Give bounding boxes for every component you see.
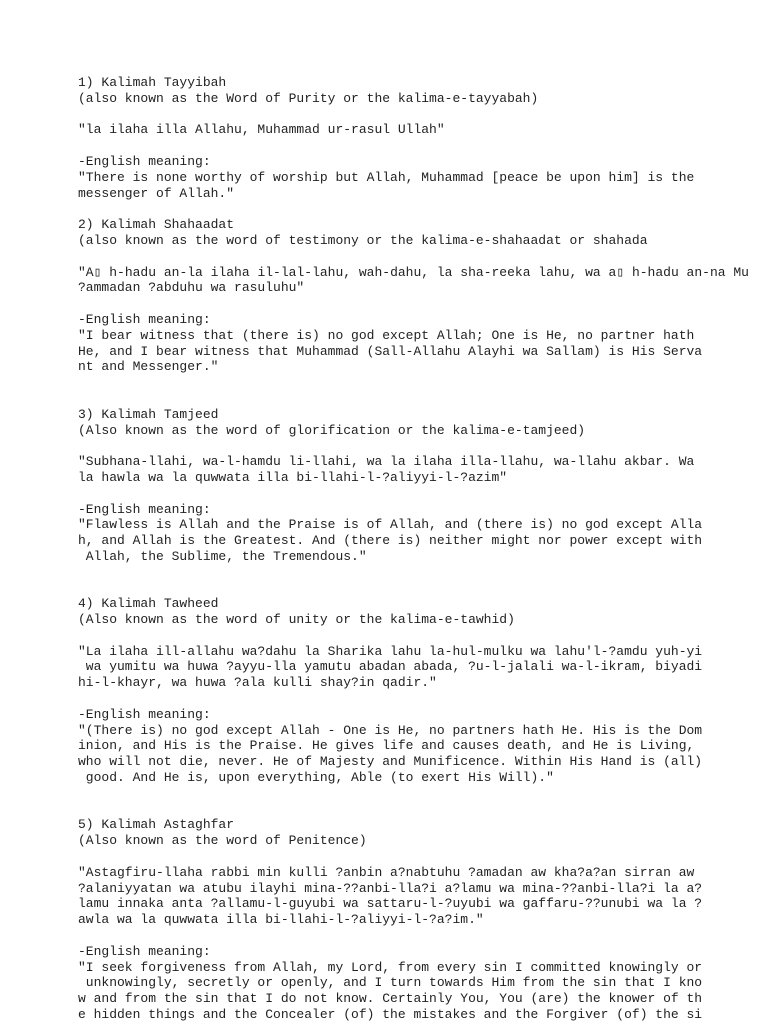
document-line: 3) Kalimah Tamjeed — [78, 406, 219, 422]
document-line: messenger of Allah." — [78, 185, 235, 201]
document-line: "la ilaha illa Allahu, Muhammad ur-rasul Ullah" — [78, 122, 445, 138]
document-line: "Astagfiru-llaha rabbi min kulli ?anbin a?nabtuhu ?amadan aw kha?a?an sirran aw — [78, 864, 695, 880]
document-line: -English meaning: — [78, 706, 211, 722]
document-line — [78, 691, 758, 707]
document-line — [78, 565, 758, 581]
document-line: (also known as the word of testimony or the kalima-e-shahaadat or shahada — [78, 232, 648, 248]
document-line: (also known as the Word of Purity or the kalima-e-tayyabah) — [78, 90, 539, 106]
document-line: w and from the sin that I do not know. Certainly You, You (are) the knower of th — [78, 991, 703, 1007]
document-line — [78, 802, 758, 818]
document-line: lamu innaka anta ?allamu-l-guyubi wa sattaru-l-?uyubi wa gaffaru-??unubi wa la ? — [78, 896, 703, 912]
document-line: unknowingly, secretly or openly, and I turn towards Him from the sin that I kno — [78, 975, 703, 991]
document-line — [78, 249, 758, 265]
document-line: "A▯ h-hadu an-la ilaha il-lal-lahu, wah-dahu, la sha-reeka lahu, wa a▯ h-hadu an-na Mu — [78, 264, 749, 280]
document-line: 2) Kalimah Shahaadat — [78, 217, 235, 233]
document-line: 1) Kalimah Tayyibah — [78, 75, 227, 90]
document-line — [78, 849, 758, 865]
document-line — [78, 628, 758, 644]
document-line: 4) Kalimah Tawheed — [78, 596, 219, 612]
document-line: He, and I bear witness that Muhammad (Sall-Allahu Alayhi wa Sallam) is His Serva — [78, 343, 703, 359]
document-line: (Also known as the word of Penitence) — [78, 833, 367, 849]
document-line: Allah, the Sublime, the Tremendous." — [78, 548, 367, 564]
document-line: -English meaning: — [78, 311, 211, 327]
document-line: (Also known as the word of glorification or the kalima-e-tamjeed) — [78, 422, 586, 438]
document-line — [78, 138, 758, 154]
document-page — [78, 75, 758, 1023]
document-line — [78, 486, 758, 502]
document-line: (Also known as the word of unity or the kalima-e-tawhid) — [78, 612, 515, 628]
document-line: ?alaniyyatan wa atubu ilayhi mina-??anbi-lla?i a?lamu wa mina-??anbi-lla?i la a? — [78, 880, 703, 896]
document-line: inion, and His is the Praise. He gives life and causes death, and He is Living, — [78, 738, 695, 754]
document-line: "(There is) no god except Allah - One is He, no partners hath He. His is the Dom — [78, 722, 703, 738]
document-line: "La ilaha ill-allahu wa?dahu la Sharika lahu la-hul-mulku wa lahu'l-?amdu yuh-yi — [78, 643, 703, 659]
document-line: good. And He is, upon everything, Able (to exert His Will)." — [78, 770, 554, 786]
document-line — [78, 928, 758, 944]
document-line: -English meaning: — [78, 943, 211, 959]
document-line: nt and Messenger." — [78, 359, 219, 375]
document-line: "There is none worthy of worship but Allah, Muhammad [peace be upon him] is the — [78, 169, 695, 185]
document-line: -English meaning: — [78, 501, 211, 517]
document-line — [78, 107, 758, 123]
document-line: "Flawless is Allah and the Praise is of Allah, and (there is) no god except Alla — [78, 517, 703, 533]
document-line — [78, 391, 758, 407]
document-line: ?ammadan ?abduhu wa rasuluhu" — [78, 280, 305, 296]
document-line: awla wa la quwwata illa bi-llahi-l-?aliyyi-l-?a?im." — [78, 912, 484, 928]
document-line: "Subhana-llahi, wa-l-hamdu li-llahi, wa la ilaha illa-llahu, wa-llahu akbar. Wa — [78, 454, 695, 470]
document-line — [78, 296, 758, 312]
document-line — [78, 786, 758, 802]
document-line: who will not die, never. He of Majesty and Munificence. Within His Hand is (all) — [78, 754, 703, 770]
document-line: "I seek forgiveness from Allah, my Lord, from every sin I committed knowingly or — [78, 959, 703, 975]
document-line: h, and Allah is the Greatest. And (there is) neither might nor power except with — [78, 533, 703, 549]
document-line — [78, 375, 758, 391]
document-line: hi-l-khayr, wa huwa ?ala kulli shay?in qadir." — [78, 675, 437, 691]
document-line: la hawla wa la quwwata illa bi-llahi-l-?aliyyi-l-?azim" — [78, 469, 508, 485]
document-line: "I bear witness that (there is) no god except Allah; One is He, no partner hath — [78, 327, 695, 343]
document-line — [78, 581, 758, 597]
document-line: e hidden things and the Concealer (of) the mistakes and the Forgiver (of) the si — [78, 1007, 703, 1023]
document-line: -English meaning: — [78, 153, 211, 169]
document-line: wa yumitu wa huwa ?ayyu-lla yamutu abadan abada, ?u-l-jalali wa-l-ikram, biyadi — [78, 659, 703, 675]
document-line — [78, 201, 758, 217]
document-line — [78, 438, 758, 454]
document-line: 5) Kalimah Astaghfar — [78, 817, 235, 833]
